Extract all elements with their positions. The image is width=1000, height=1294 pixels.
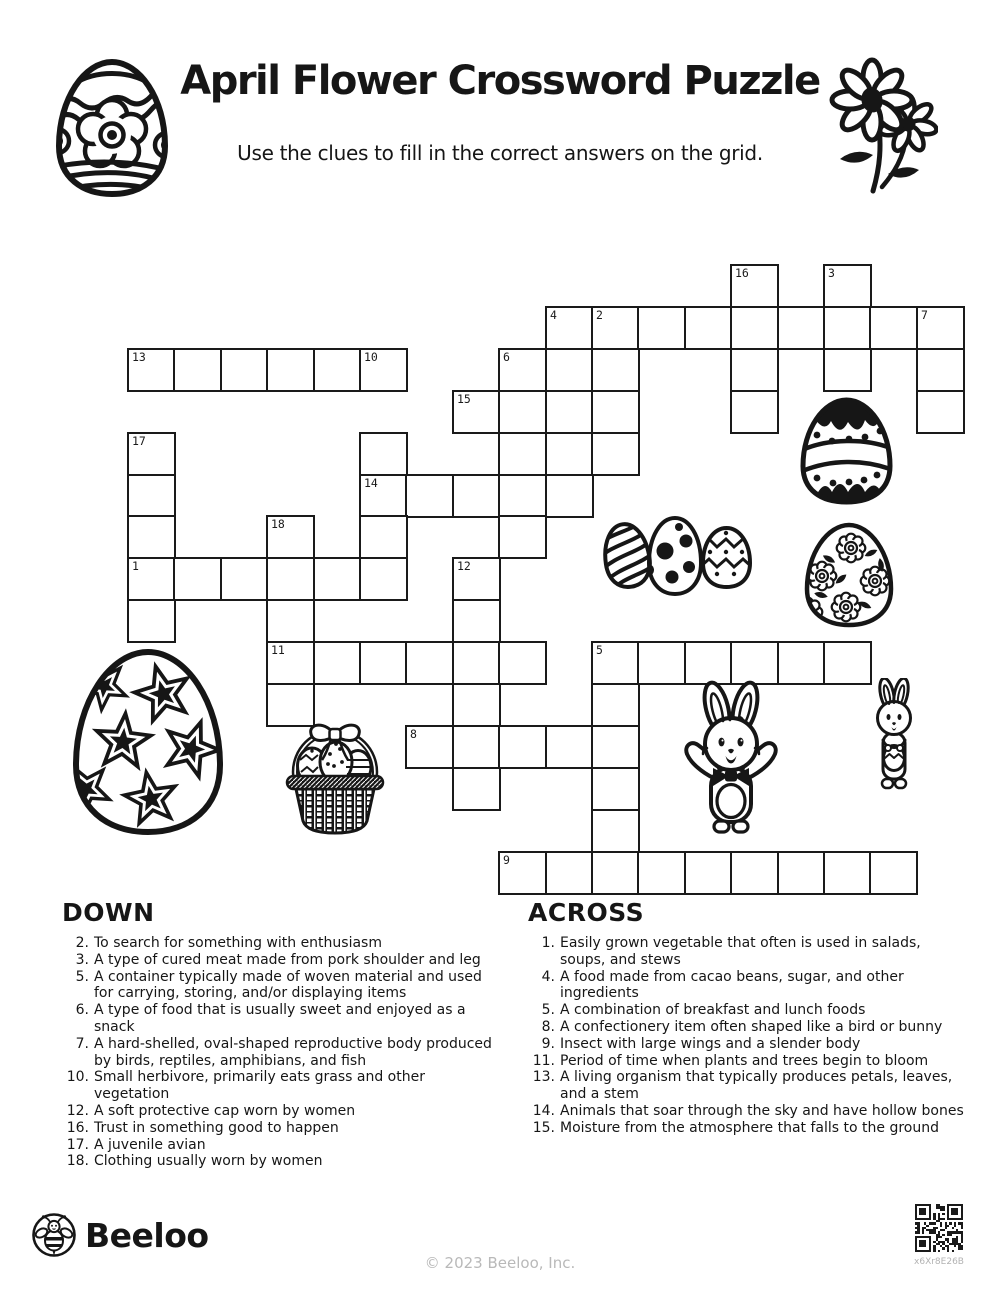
grid-cell[interactable] (730, 641, 779, 685)
across-clue (528, 1002, 966, 1019)
grid-cell[interactable] (266, 641, 315, 685)
grid-cell[interactable] (637, 641, 686, 685)
grid-cell[interactable] (452, 474, 501, 518)
grid-cell[interactable] (127, 432, 176, 476)
clue-number: 9. (541, 1035, 555, 1052)
bunny-large-icon (678, 680, 784, 838)
grid-cell[interactable] (405, 725, 454, 769)
clue-number: 4. (541, 968, 555, 985)
cell-number: 18 (271, 517, 285, 531)
down-clue (62, 1153, 492, 1170)
grid-cell[interactable] (591, 306, 640, 350)
grid-cell[interactable] (730, 348, 779, 392)
grid-cell[interactable] (359, 515, 408, 559)
clue-text: Moisture from the atmosphere that falls to the ground (560, 1119, 939, 1136)
qr-code (915, 1204, 963, 1252)
grid-cell[interactable] (266, 599, 315, 643)
grid-cell[interactable] (591, 432, 640, 476)
page-subtitle: Use the clues to fill in the correct answers on the grid. (237, 141, 763, 165)
grid-cell[interactable] (591, 809, 640, 853)
clue-text: Clothing usually worn by women (94, 1153, 323, 1170)
across-clue (528, 1036, 966, 1053)
clue-number: 7. (75, 1035, 89, 1052)
cell-number: 7 (921, 308, 928, 322)
grid-cell[interactable] (313, 557, 362, 601)
grid-cell[interactable] (266, 515, 315, 559)
grid-cell[interactable] (266, 557, 315, 601)
cell-number: 9 (503, 853, 510, 867)
grid-cell[interactable] (684, 641, 733, 685)
brand-name: Beeloo (85, 1216, 209, 1255)
grid-cell[interactable] (545, 306, 594, 350)
clue-number: 11. (532, 1052, 555, 1069)
clue-text: Insect with large wings and a slender body (560, 1035, 861, 1052)
down-clues-section (62, 898, 492, 1170)
clue-number: 18. (66, 1153, 89, 1170)
spring-flowers-icon (826, 55, 938, 195)
down-clue (62, 1036, 492, 1070)
grid-cell[interactable] (498, 348, 547, 392)
across-clue (528, 1069, 966, 1103)
bunny-small-icon (862, 678, 926, 802)
grid-cell[interactable] (359, 432, 408, 476)
clue-text: A soft protective cap worn by women (94, 1102, 356, 1119)
grid-cell[interactable] (452, 683, 501, 727)
cell-number: 10 (364, 350, 378, 364)
grid-cell[interactable] (127, 599, 176, 643)
cell-number: 16 (735, 266, 749, 280)
clue-number: 15. (532, 1119, 555, 1136)
grid-cell[interactable] (452, 390, 501, 434)
cell-number: 11 (271, 643, 285, 657)
cell-number: 17 (132, 434, 146, 448)
grid-cell[interactable] (173, 557, 222, 601)
grid-cell[interactable] (405, 641, 454, 685)
grid-cell[interactable] (127, 474, 176, 518)
grid-cell[interactable] (452, 557, 501, 601)
grid-cell[interactable] (313, 348, 362, 392)
clue-number: 5. (541, 1002, 555, 1019)
grid-cell[interactable] (916, 390, 965, 434)
cell-number: 15 (457, 392, 471, 406)
grid-cell[interactable] (777, 641, 826, 685)
clue-text: A hard-shelled, oval-shaped reproductive body produced by birds, reptiles, amphibians, and fish (94, 1035, 492, 1069)
grid-cell[interactable] (452, 599, 501, 643)
clue-number: 8. (541, 1018, 555, 1035)
grid-cell[interactable] (637, 851, 686, 895)
grid-cell[interactable] (313, 641, 362, 685)
clue-text: A juvenile avian (94, 1136, 206, 1153)
across-clue (528, 1019, 966, 1036)
down-clue (62, 1002, 492, 1036)
grid-cell[interactable] (498, 515, 547, 559)
clue-number: 14. (532, 1102, 555, 1119)
clue-text: A type of cured meat made from pork shoulder and leg (94, 951, 481, 968)
down-clue (62, 969, 492, 1003)
clue-text: A confectionery item often shaped like a bird or bunny (560, 1018, 943, 1035)
easter-egg-dotted-icon (646, 515, 704, 598)
page-title: April Flower Crossword Puzzle (180, 58, 820, 104)
clue-number: 5. (75, 968, 89, 985)
clue-number: 10. (66, 1069, 89, 1086)
grid-cell[interactable] (777, 851, 826, 895)
clue-number: 3. (75, 951, 89, 968)
cell-number: 13 (132, 350, 146, 364)
clue-text: A type of food that is usually sweet and enjoyed as a snack (94, 1002, 466, 1035)
across-clue (528, 1103, 966, 1120)
grid-cell[interactable] (498, 390, 547, 434)
grid-cell[interactable] (916, 306, 965, 350)
grid-cell[interactable] (452, 767, 501, 811)
cell-number: 8 (410, 727, 417, 741)
grid-cell[interactable] (359, 641, 408, 685)
easter-egg-stars-icon (68, 646, 228, 838)
cell-number: 1 (132, 559, 139, 573)
clue-text: A container typically made of woven material and used for carrying, storing, and/or displaying items (94, 968, 482, 1002)
grid-cell[interactable] (545, 474, 594, 518)
grid-cell[interactable] (591, 390, 640, 434)
grid-cell[interactable] (916, 348, 965, 392)
grid-cell[interactable] (823, 851, 872, 895)
down-clue (62, 1137, 492, 1154)
easter-egg-scalloped-icon (797, 396, 896, 506)
across-clues-section (528, 898, 966, 1137)
down-clue-list (62, 935, 492, 1170)
clue-text: A food made from cacao beans, sugar, and other ingredients (560, 968, 904, 1002)
grid-cell[interactable] (777, 306, 826, 350)
grid-cell[interactable] (266, 348, 315, 392)
clue-text: A combination of breakfast and lunch foods (560, 1002, 866, 1019)
grid-cell[interactable] (359, 348, 408, 392)
down-clue (62, 1120, 492, 1137)
down-clue (62, 1069, 492, 1103)
bee-logo-icon (31, 1212, 77, 1258)
grid-cell[interactable] (869, 851, 918, 895)
grid-cell[interactable] (591, 851, 640, 895)
grid-cell[interactable] (591, 725, 640, 769)
down-clue (62, 952, 492, 969)
grid-cell[interactable] (684, 851, 733, 895)
clue-text: To search for something with enthusiasm (94, 935, 382, 951)
grid-cell[interactable] (684, 306, 733, 350)
across-clue (528, 1053, 966, 1070)
easter-basket-icon (284, 718, 386, 836)
cell-number: 12 (457, 559, 471, 573)
grid-cell[interactable] (127, 348, 176, 392)
grid-cell[interactable] (498, 725, 547, 769)
grid-cell[interactable] (545, 725, 594, 769)
grid-cell[interactable] (127, 515, 176, 559)
grid-cell[interactable] (730, 390, 779, 434)
grid-cell[interactable] (405, 474, 454, 518)
cell-number: 5 (596, 643, 603, 657)
grid-cell[interactable] (545, 390, 594, 434)
easter-egg-flowers-icon (801, 521, 897, 629)
clue-text: Easily grown vegetable that often is used in salads, soups, and stews (560, 935, 921, 968)
qr-code-label: x6Xr8E26B (914, 1257, 964, 1267)
grid-cell[interactable] (545, 851, 594, 895)
down-heading: DOWN (62, 898, 155, 927)
grid-cell[interactable] (359, 557, 408, 601)
grid-cell[interactable] (359, 474, 408, 518)
across-clue-list (528, 935, 966, 1137)
down-clue (62, 935, 492, 952)
across-heading: ACROSS (528, 898, 645, 927)
grid-cell[interactable] (127, 557, 176, 601)
grid-cell[interactable] (637, 306, 686, 350)
grid-cell[interactable] (730, 851, 779, 895)
easter-egg-zigzag-icon (699, 525, 754, 593)
cell-number: 4 (550, 308, 557, 322)
clue-number: 2. (75, 935, 89, 951)
clue-text: Animals that soar through the sky and have hollow bones (560, 1102, 964, 1119)
grid-cell[interactable] (173, 348, 222, 392)
down-clue (62, 1103, 492, 1120)
clue-number: 16. (66, 1119, 89, 1136)
clue-number: 17. (66, 1136, 89, 1153)
across-clue (528, 935, 966, 969)
clue-text: A living organism that typically produces petals, leaves, and a stem (560, 1069, 953, 1103)
grid-cell[interactable] (498, 641, 547, 685)
grid-cell[interactable] (591, 767, 640, 811)
grid-cell[interactable] (730, 306, 779, 350)
grid-cell[interactable] (545, 432, 594, 476)
cell-number: 6 (503, 350, 510, 364)
grid-cell[interactable] (823, 306, 872, 350)
grid-cell[interactable] (545, 348, 594, 392)
grid-cell[interactable] (220, 557, 269, 601)
cell-number: 3 (828, 266, 835, 280)
copyright-text: © 2023 Beeloo, Inc. (424, 1254, 576, 1272)
grid-cell[interactable] (498, 432, 547, 476)
easter-egg-flower-icon (52, 57, 172, 199)
clue-number: 13. (532, 1069, 555, 1086)
grid-cell[interactable] (823, 264, 872, 308)
grid-cell[interactable] (869, 306, 918, 350)
cell-number: 14 (364, 476, 378, 490)
grid-cell[interactable] (591, 683, 640, 727)
cell-number: 2 (596, 308, 603, 322)
clue-text: Small herbivore, primarily eats grass and other vegetation (94, 1069, 425, 1103)
clue-number: 6. (75, 1002, 89, 1019)
grid-cell[interactable] (730, 264, 779, 308)
clue-text: Trust in something good to happen (94, 1119, 339, 1136)
grid-cell[interactable] (823, 348, 872, 392)
grid-cell[interactable] (591, 348, 640, 392)
clue-number: 12. (66, 1102, 89, 1119)
clue-text: Period of time when plants and trees begin to bloom (560, 1052, 929, 1069)
grid-cell[interactable] (498, 851, 547, 895)
grid-cell[interactable] (452, 641, 501, 685)
clue-number: 1. (541, 935, 555, 951)
grid-cell[interactable] (220, 348, 269, 392)
grid-cell[interactable] (452, 725, 501, 769)
across-clue (528, 1120, 966, 1137)
grid-cell[interactable] (591, 641, 640, 685)
grid-cell[interactable] (498, 474, 547, 518)
across-clue (528, 969, 966, 1003)
